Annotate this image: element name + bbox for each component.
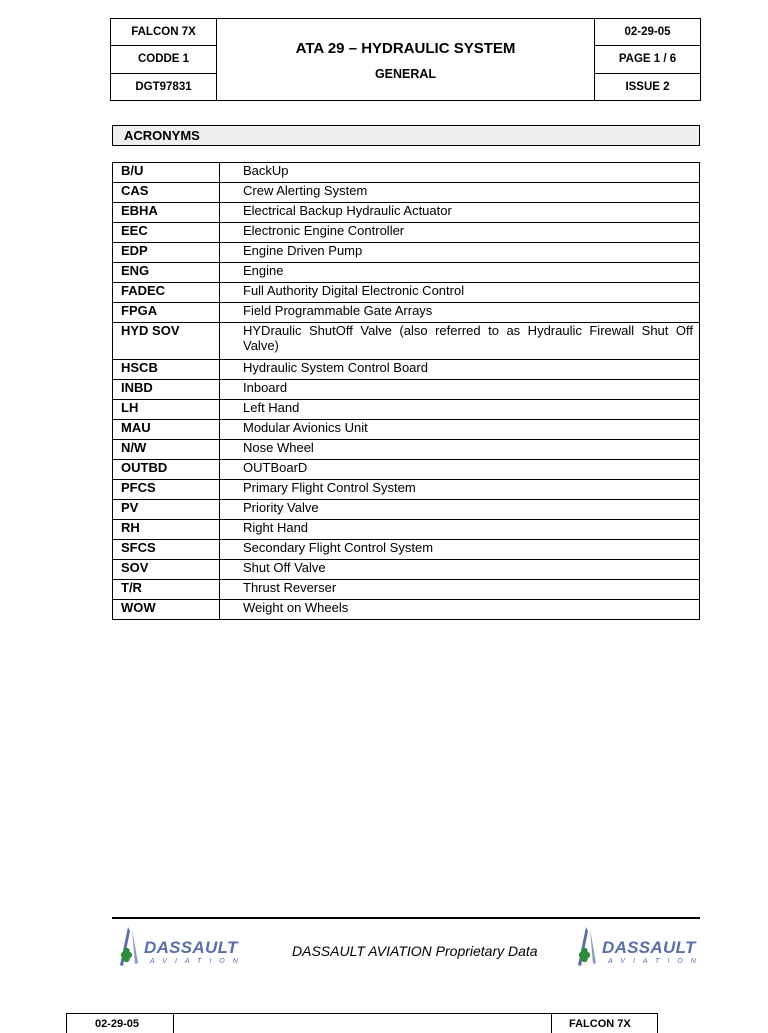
table-row <box>113 360 700 380</box>
section-title: ACRONYMS <box>124 128 200 143</box>
acronym-term: PV <box>113 500 220 520</box>
acronym-term: FADEC <box>113 283 220 303</box>
acronym-definition: Crew Alerting System <box>220 183 700 203</box>
next-page-header <box>66 1013 658 1033</box>
document-title-cell <box>217 19 595 101</box>
acronym-definition: Left Hand <box>220 400 700 420</box>
acronym-term: HSCB <box>113 360 220 380</box>
acronym-definition: Right Hand <box>220 520 700 540</box>
dassault-logo-left <box>114 925 244 969</box>
page-number: PAGE 1 / 6 <box>595 46 701 73</box>
table-row <box>113 243 700 263</box>
acronym-definition: Electronic Engine Controller <box>220 223 700 243</box>
section-heading <box>112 125 700 146</box>
acronym-definition: Inboard <box>220 380 700 400</box>
table-row <box>113 183 700 203</box>
acronym-definition: Nose Wheel <box>220 440 700 460</box>
table-row <box>113 600 700 620</box>
table-row <box>113 480 700 500</box>
acronym-term: N/W <box>113 440 220 460</box>
codde-level: CODDE 1 <box>111 46 217 73</box>
acronym-term: INBD <box>113 380 220 400</box>
acronym-term: ENG <box>113 263 220 283</box>
clover-icon <box>114 925 148 969</box>
document-header <box>110 18 701 101</box>
table-row <box>113 440 700 460</box>
table-row <box>113 163 700 183</box>
table-row <box>113 460 700 480</box>
acronym-definition: Full Authority Digital Electronic Control <box>220 283 700 303</box>
document-title: ATA 29 – HYDRAULIC SYSTEM <box>295 40 516 57</box>
acronym-definition: Thrust Reverser <box>220 580 700 600</box>
proprietary-notice: DASSAULT AVIATION Proprietary Data <box>292 943 538 959</box>
table-row <box>113 560 700 580</box>
footer-divider <box>112 917 700 919</box>
acronym-term: RH <box>113 520 220 540</box>
dassault-logo-right <box>572 925 702 969</box>
chapter-code: 02-29-05 <box>595 19 701 46</box>
table-row <box>113 283 700 303</box>
table-row <box>113 323 700 360</box>
table-row <box>113 263 700 283</box>
table-row <box>113 380 700 400</box>
acronym-definition: Shut Off Valve <box>220 560 700 580</box>
logo-text: DASSAULT <box>602 938 696 957</box>
acronym-definition: Hydraulic System Control Board <box>220 360 700 380</box>
document-subtitle: GENERAL <box>374 67 437 81</box>
acronym-definition: BackUp <box>220 163 700 183</box>
acronym-term: EBHA <box>113 203 220 223</box>
acronym-term: PFCS <box>113 480 220 500</box>
table-row <box>113 203 700 223</box>
acronym-term: MAU <box>113 420 220 440</box>
acronym-term: HYD SOV <box>113 323 220 360</box>
document-reference: DGT97831 <box>111 73 217 100</box>
table-row <box>113 303 700 323</box>
table-row <box>113 400 700 420</box>
acronym-definition: Modular Avionics Unit <box>220 420 700 440</box>
acronym-term: B/U <box>113 163 220 183</box>
logo-text: DASSAULT <box>144 938 238 957</box>
table-row <box>113 223 700 243</box>
acronym-term: CAS <box>113 183 220 203</box>
acronym-term: OUTBD <box>113 460 220 480</box>
issue-number: ISSUE 2 <box>595 73 701 100</box>
acronym-definition: Primary Flight Control System <box>220 480 700 500</box>
acronym-table <box>112 162 700 620</box>
acronym-definition: OUTBoarD <box>220 460 700 480</box>
aircraft-model: FALCON 7X <box>111 19 217 46</box>
acronym-definition: Engine Driven Pump <box>220 243 700 263</box>
table-row <box>113 520 700 540</box>
table-row <box>113 500 700 520</box>
table-row <box>113 540 700 560</box>
acronym-term: LH <box>113 400 220 420</box>
acronym-term: WOW <box>113 600 220 620</box>
next-page-aircraft-model: FALCON 7X <box>569 1018 631 1030</box>
acronym-term: T/R <box>113 580 220 600</box>
table-row <box>113 420 700 440</box>
logo-subtext: AVIATION <box>608 958 704 965</box>
acronym-definition: Engine <box>220 263 700 283</box>
next-page-chapter-code: 02-29-05 <box>95 1018 140 1030</box>
acronym-term: EEC <box>113 223 220 243</box>
acronym-term: FPGA <box>113 303 220 323</box>
table-row <box>113 580 700 600</box>
acronym-definition: Secondary Flight Control System <box>220 540 700 560</box>
acronym-definition: Field Programmable Gate Arrays <box>220 303 700 323</box>
logo-subtext: AVIATION <box>150 958 246 965</box>
acronym-term: SOV <box>113 560 220 580</box>
acronym-definition: Priority Valve <box>220 500 700 520</box>
acronym-definition: HYDraulic ShutOff Valve (also referred to as Hydraulic Firewall Shut Off Valve) <box>220 323 700 360</box>
acronym-definition: Weight on Wheels <box>220 600 700 620</box>
acronym-term: EDP <box>113 243 220 263</box>
acronym-definition: Electrical Backup Hydraulic Actuator <box>220 203 700 223</box>
clover-icon <box>572 925 606 969</box>
acronym-term: SFCS <box>113 540 220 560</box>
